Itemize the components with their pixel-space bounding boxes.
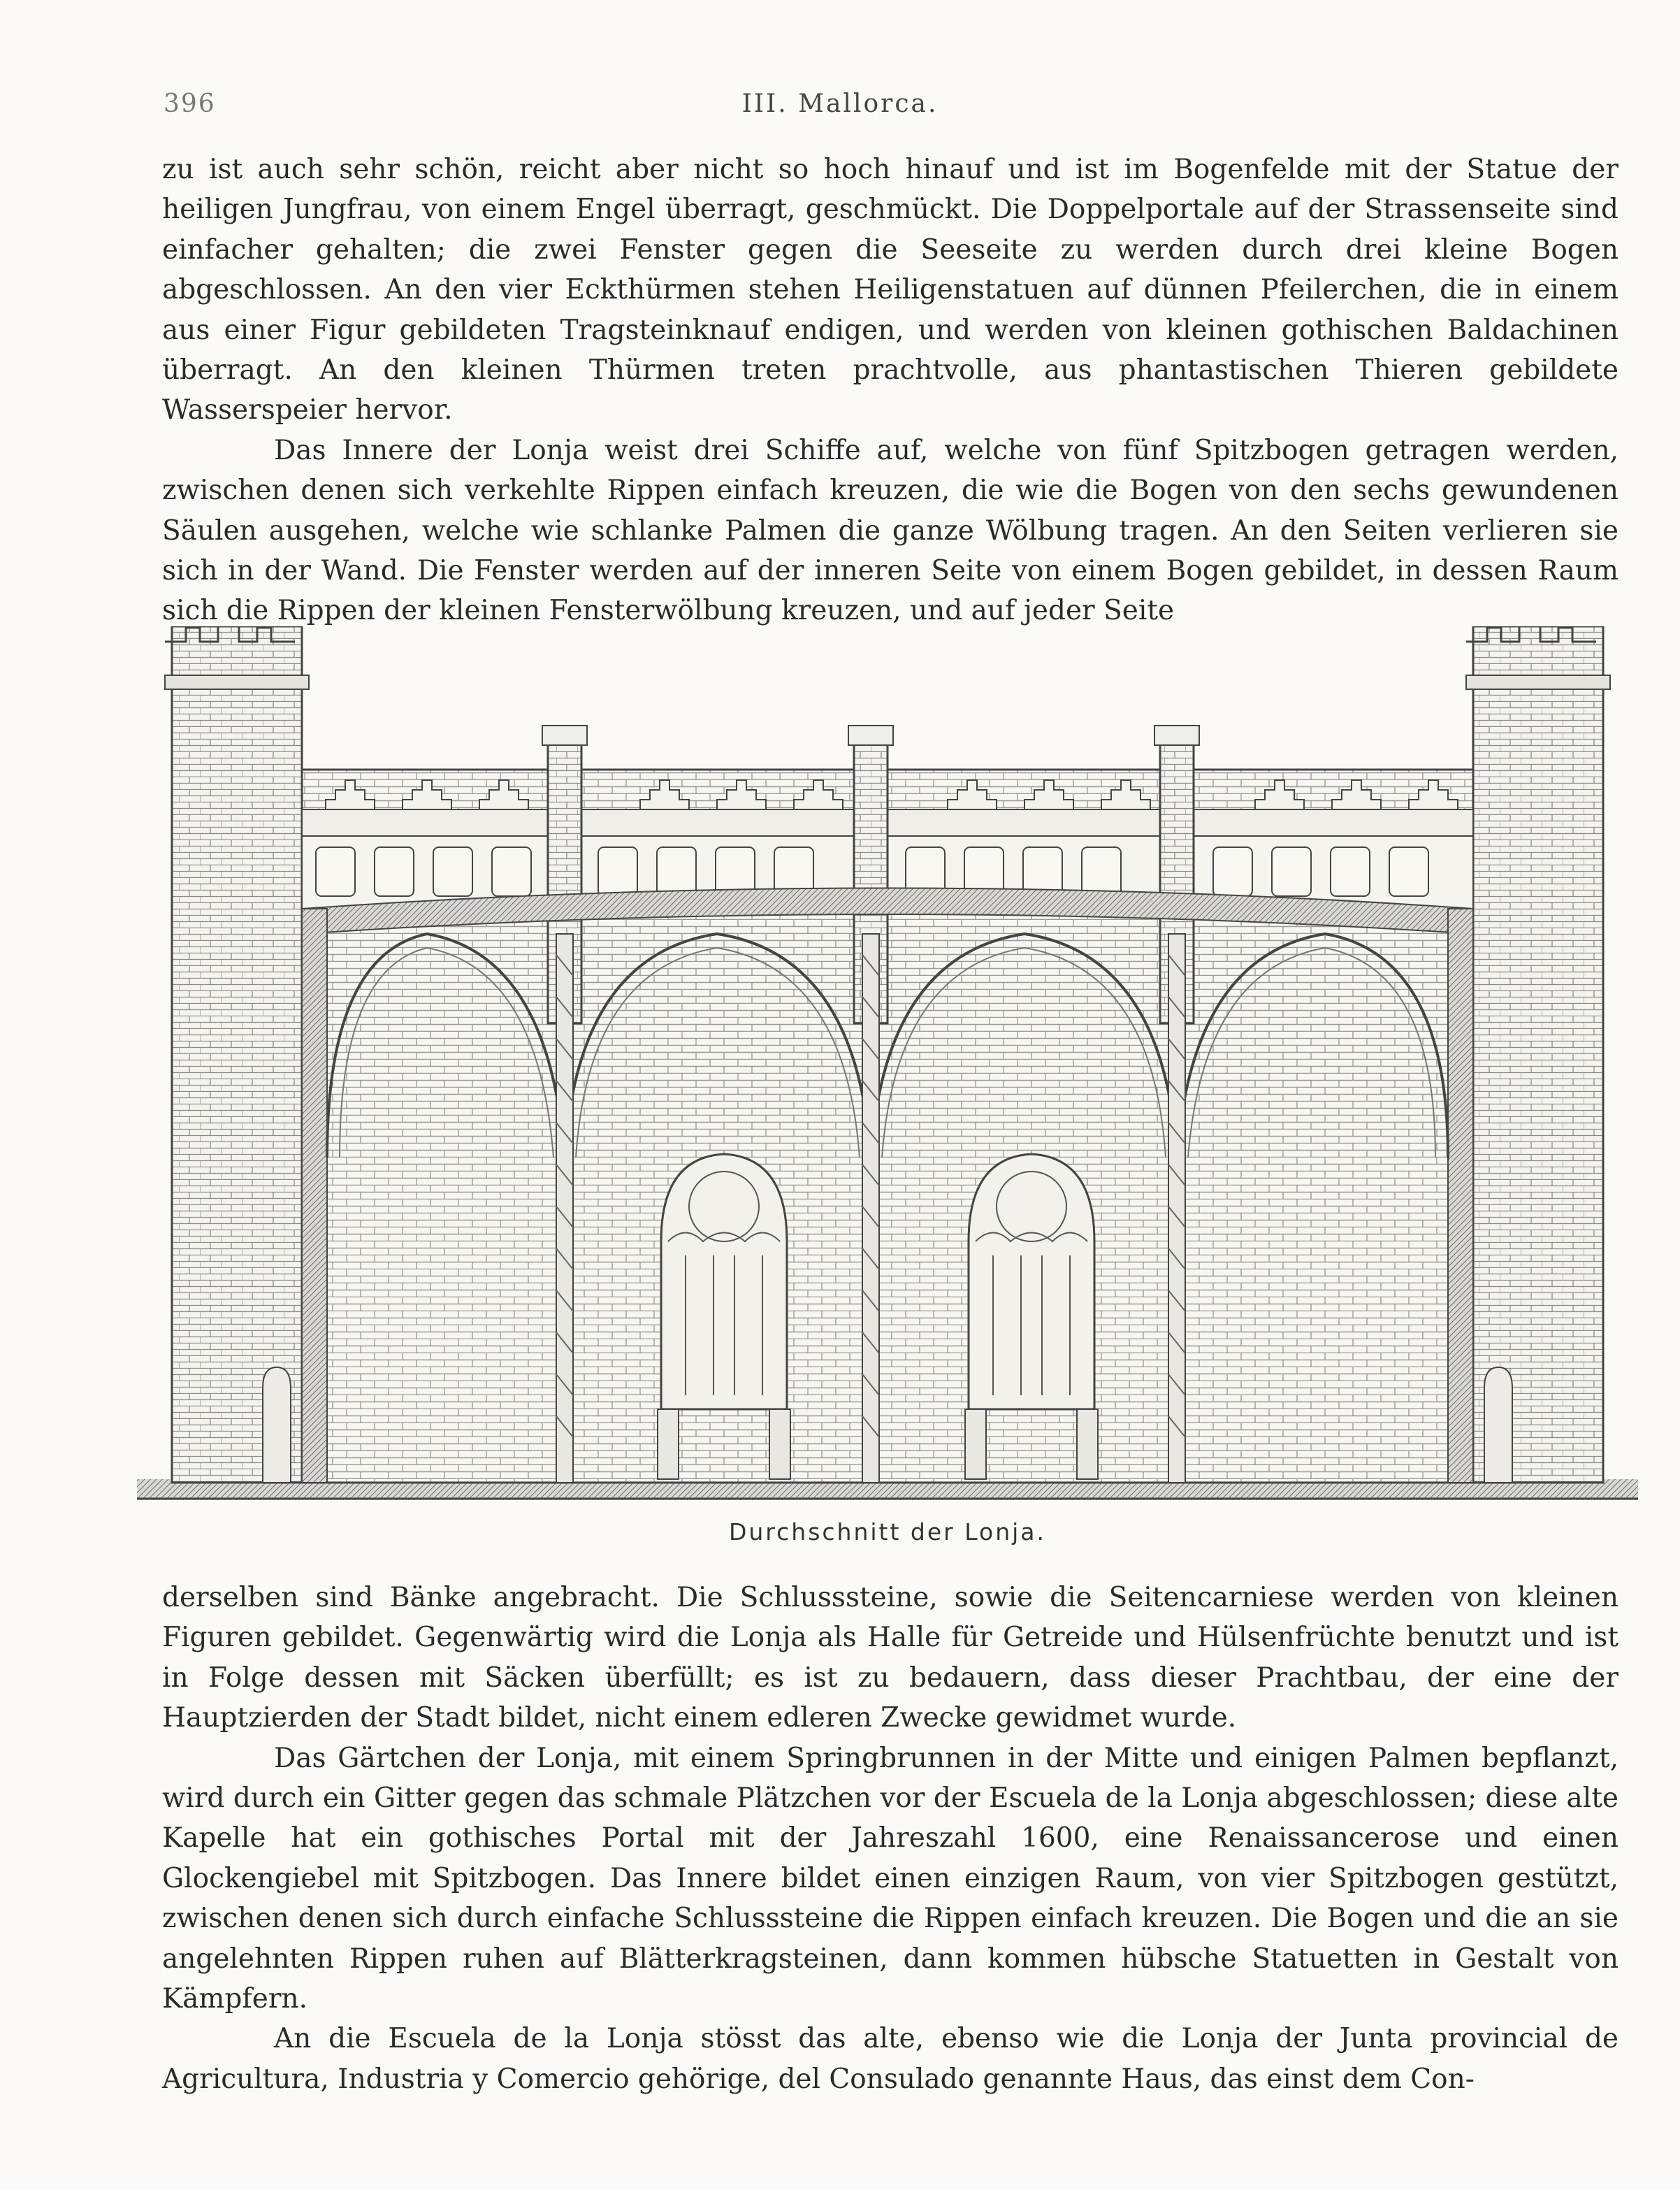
- text-block-bottom: [162, 1578, 1619, 2099]
- paragraph: derselben sind Bänke angebracht. Die Schlusssteine, sowie die Seitencarniese werden von kleinen Figuren gebildet. Gegenwärtig wird die Lonja als Halle für Getreide und Hülsenfrüchte benutzt und ist in Folge dessen mit Säcken überfüllt; es ist zu bedauern, dass dieser Prachtbau, der eine der Hauptzierden der Stadt bildet, nicht einem edleren Zwecke gewidmet wurde.: [162, 1582, 1619, 1734]
- paragraph: Das Gärtchen der Lonja, mit einem Springbrunnen in der Mitte und einigen Palmen bepflanzt, wird durch ein Gitter gegen das schmale Plätzchen vor der Escuela de la Lonja abgeschlossen; diese alte Kapelle hat ein gothisches Portal mit der Jahreszahl 1600, eine Renaissancerose und einen Glockengiebel mit Spitzbogen. Das Innere bildet einen einzigen Raum, von vier Spitzbogen gestützt, zwischen denen sich durch einfache Schlusssteine die Rippen einfach kreuzen. Die Bogen und die an sie angelehnten Rippen ruhen auf Blätterkragsteinen, dann kommen hübsche Statuetten in Gestalt von Kämpfern.: [162, 1742, 1619, 2015]
- paragraph: zu ist auch sehr schön, reicht aber nicht so hoch hinauf und ist im Bogenfelde mit der Statue der heiligen Jungfrau, von einem Engel überragt, geschmückt. Die Doppelportale auf der Strassenseite sind einfacher gehalten; die zwei Fenster gegen die Seeseite zu werden durch drei kleine Bogen abgeschlossen. An den vier Eckthürmen stehen Heiligenstatuen auf dünnen Pfeilerchen, die in einem aus einer Figur gebildeten Tragsteinknauf endigen, und werden von kleinen gothischen Baldachinen überragt. An den kleinen Thürmen treten prachtvolle, aus phantastischen Thieren gebildete Wasserspeier hervor.: [162, 154, 1619, 426]
- paragraph: Das Innere der Lonja weist drei Schiffe auf, welche von fünf Spitzbogen getragen werden, zwischen denen sich verkehlte Rippen einfach kreuzen, die wie die Bogen von den sechs gewundenen Säulen ausgehen, welche wie schlanke Palmen die ganze Wölbung tragen. An den Seiten verlieren sie sich in der Wand. Die Fenster werden auf der inneren Seite von einem Bogen gebildet, in dessen Raum sich die Rippen der kleinen Fensterwölbung kreuzen, und auf jeder Seite: [162, 434, 1619, 627]
- paragraph: An die Escuela de la Lonja stösst das alte, ebenso wie die Lonja der Junta provincial de Agricultura, Industria y Comercio gehörige, del Consulado genannte Haus, das einst dem Con-: [162, 2023, 1619, 2095]
- figure-caption: Durchschnitt der Lonja.: [728, 1518, 1047, 1546]
- lonja-cross-section-drawing: [137, 626, 1638, 1507]
- figure-lonja-section: [137, 626, 1638, 1546]
- text-block-top: [162, 150, 1619, 631]
- page-number: 396: [164, 89, 216, 118]
- running-head: III. Mallorca.: [741, 89, 939, 118]
- page-header: [0, 89, 1680, 124]
